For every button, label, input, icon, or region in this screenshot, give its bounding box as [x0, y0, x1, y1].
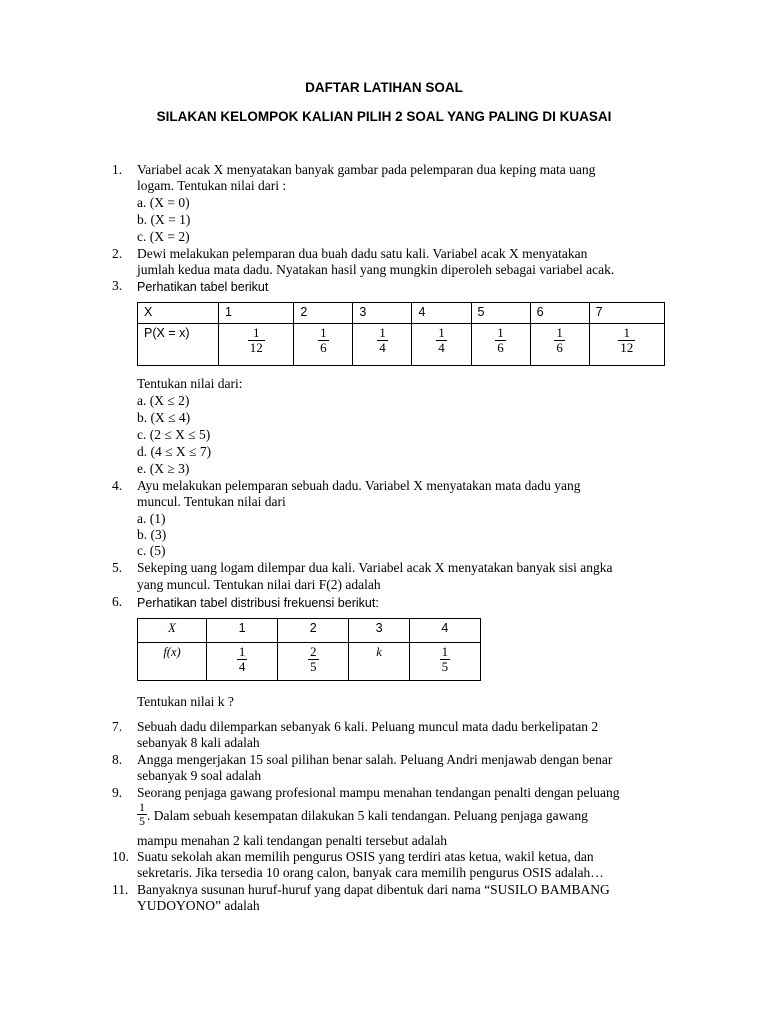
question-text: logam. Tentukan nilai dari : [137, 178, 287, 193]
option-c: c. (X = 2) [137, 229, 190, 244]
question-number: 8. [112, 752, 123, 767]
option-a: a. (X = 0) [137, 195, 190, 210]
table-cell: 6 [530, 303, 589, 324]
question-text: Seorang penjaga gawang profesional mampu menahan tendangan penalti dengan peluang [137, 785, 620, 800]
question-text: sekretaris. Jika tersedia 10 orang calon, banyak cara memilih pengurus OSIS adalah… [137, 865, 604, 880]
table-cell: $\frac{2}{5}$ [278, 643, 349, 681]
question-text: Sebuah dadu dilemparkan sebanyak 6 kali. Peluang muncul mata dadu berkelipatan 2 [137, 719, 599, 734]
option-b: b. (X ≤ 4) [137, 410, 191, 425]
table-header-x: X [138, 303, 219, 324]
question-prompt: Tentukan nilai dari: [137, 376, 243, 391]
question-text: yang muncul. Tentukan nilai dari F(2) adalah [137, 577, 381, 592]
table-cell: $\frac{1}{6}$ [294, 324, 353, 366]
frequency-table [137, 618, 481, 681]
question-number: 5. [112, 560, 123, 575]
question-number: 11. [112, 882, 129, 897]
probability-table [137, 302, 665, 366]
option-b: b. (3) [137, 527, 167, 542]
table-cell: 1 [219, 303, 294, 324]
table-cell: 2 [294, 303, 353, 324]
table-header-x: X [138, 619, 207, 643]
table-cell: $\frac{1}{4}$ [353, 324, 412, 366]
table-cell: $\frac{1}{12}$ [219, 324, 294, 366]
question-text: Ayu melakukan pelemparan sebuah dadu. Variabel X menyatakan mata dadu yang [137, 478, 581, 493]
question-text: YUDOYONO” adalah [137, 898, 260, 913]
table-cell: 4 [409, 619, 480, 643]
question-text: . Dalam sebuah kesempatan dilakukan 5 kali tendangan. Peluang penjaga gawang [147, 808, 588, 823]
question-number: 4. [112, 478, 123, 493]
question-number: 2. [112, 246, 123, 261]
table-cell: $\frac{1}{4}$ [207, 643, 278, 681]
table-cell: 7 [589, 303, 664, 324]
option-a: a. (X ≤ 2) [137, 393, 190, 408]
option-c: c. (2 ≤ X ≤ 5) [137, 427, 211, 442]
table-cell: 4 [412, 303, 471, 324]
table-cell: $\frac{1}{5}$ [409, 643, 480, 681]
question-number: 3. [112, 278, 123, 293]
question-text: Perhatikan tabel berikut [137, 280, 269, 294]
question-text: jumlah kedua mata dadu. Nyatakan hasil yang mungkin diperoleh sebagai variabel acak. [137, 262, 615, 277]
option-b: b. (X = 1) [137, 212, 191, 227]
document-subtitle: SILAKAN KELOMPOK KALIAN PILIH 2 SOAL YANG PALING DI KUASAI [156, 109, 612, 124]
table-header-p: P(X = x) [138, 324, 219, 366]
table-cell: 3 [349, 619, 409, 643]
question-text: Sekeping uang logam dilempar dua kali. Variabel acak X menyatakan banyak sisi angka [137, 560, 613, 575]
option-a: a. (1) [137, 511, 166, 526]
table-cell: $\frac{1}{4}$ [412, 324, 471, 366]
question-text: mampu menahan 2 kali tendangan penalti tersebut adalah [137, 833, 448, 848]
table-cell: 5 [471, 303, 530, 324]
question-text: Angga mengerjakan 15 soal pilihan benar salah. Peluang Andri menjawab dengan benar [137, 752, 613, 767]
table-cell: 2 [278, 619, 349, 643]
question-number: 1. [112, 162, 123, 177]
option-d: d. (4 ≤ X ≤ 7) [137, 444, 212, 459]
question-text: Variabel acak X menyatakan banyak gambar pada pelemparan dua keping mata uang [137, 162, 596, 177]
question-text: Dewi melakukan pelemparan dua buah dadu satu kali. Variabel acak X menyatakan [137, 246, 588, 261]
question-number: 6. [112, 594, 123, 609]
question-text: Suatu sekolah akan memilih pengurus OSIS yang terdiri atas ketua, wakil ketua, dan [137, 849, 594, 864]
question-text: Banyaknya susunan huruf-huruf yang dapat dibentuk dari nama “SUSILO BAMBANG [137, 882, 610, 897]
question-number: 10. [112, 849, 129, 864]
question-number: 7. [112, 719, 123, 734]
table-cell: $\frac{1}{12}$ [589, 324, 664, 366]
question-text: sebanyak 9 soal adalah [137, 768, 262, 783]
option-e: e. (X ≥ 3) [137, 461, 190, 476]
table-cell: k [349, 643, 409, 681]
question-text: sebanyak 8 kali adalah [137, 735, 260, 750]
table-cell: 3 [353, 303, 412, 324]
table-header-fx: f(x) [138, 643, 207, 681]
question-text: muncul. Tentukan nilai dari [137, 494, 286, 509]
question-text: Perhatikan tabel distribusi frekuensi berikut: [137, 596, 379, 610]
table-cell: $\frac{1}{6}$ [471, 324, 530, 366]
fraction-one-fifth: 1 5 [139, 800, 145, 828]
document-title: DAFTAR LATIHAN SOAL [305, 80, 463, 95]
question-number: 9. [112, 785, 123, 800]
option-c: c. (5) [137, 543, 166, 558]
table-cell: 1 [207, 619, 278, 643]
table-cell: $\frac{1}{6}$ [530, 324, 589, 366]
question-prompt: Tentukan nilai k ? [137, 694, 234, 709]
